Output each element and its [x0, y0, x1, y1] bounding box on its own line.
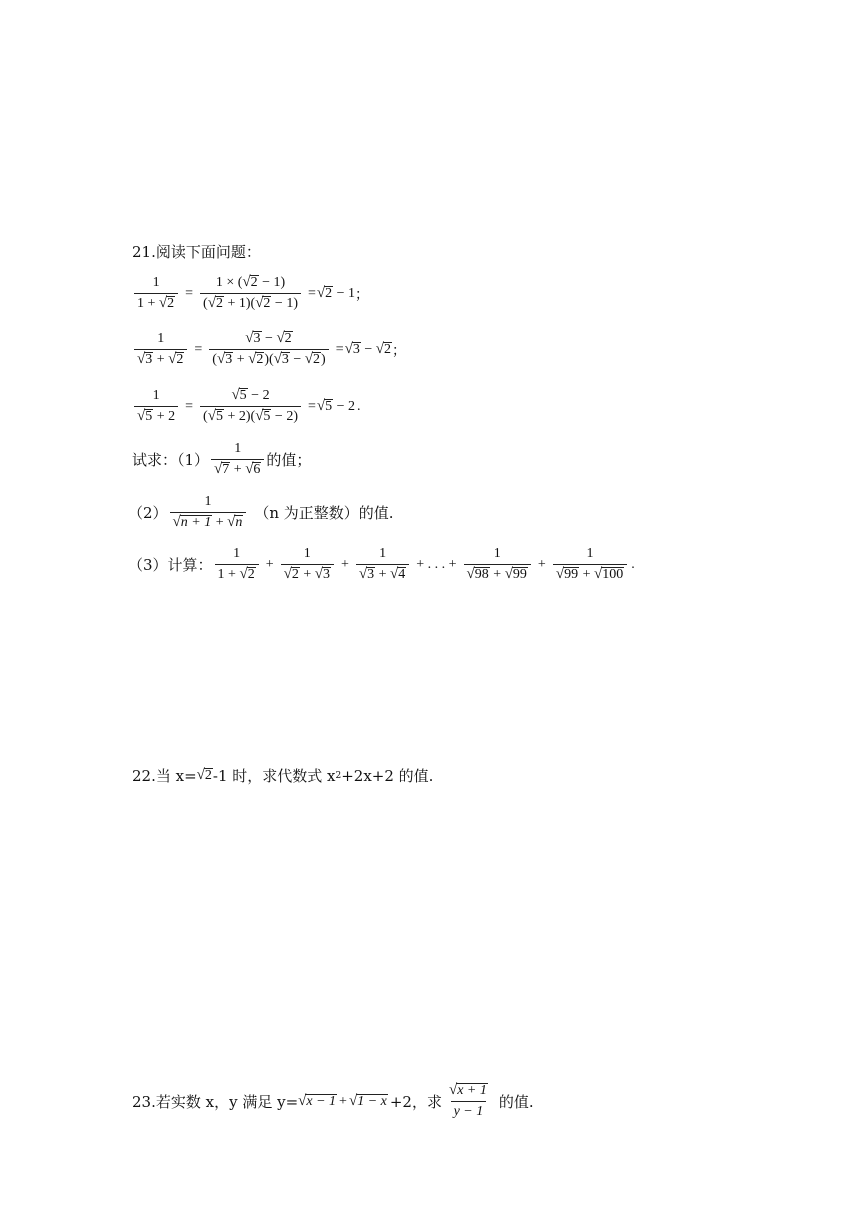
q22-sqrt: √ 2 [196, 766, 212, 783]
sum-ellipsis: + . . . + [416, 556, 457, 572]
ex1-lhs-num: 1 [152, 275, 160, 290]
part-1-prefix: 试求：（1） [132, 451, 210, 470]
part-2-prefix: （2） [128, 504, 168, 523]
sum-term-98: 1 √ 98 + √ 99 [464, 546, 531, 583]
ex3-lhs-fraction: 1 √ 5 + 2 [134, 388, 178, 425]
ex2-mid-fraction: √ 3 − √ 2 ( √ 3 + √ 2 )( √ 3 − √ 2 ) [209, 331, 328, 368]
part-3-prefix: （3）计算： [128, 556, 213, 575]
example-2: 1 √ 3 + √ 2 = √ 3 − √ 2 ( √ 3 + √ 2 )( √ 3 − √ 2 ) = √ 3 − √ 2 ； [132, 331, 406, 368]
q22-exponent: 2 [335, 770, 342, 781]
ex2-result: √ 3 − √ 2 [344, 340, 391, 357]
sum-term-99: 1 √ 99 + √ 100 [553, 546, 627, 583]
part-2-suffix: （n 为正整数）的值. [254, 504, 394, 523]
q23-sqrt-2: √ 1 − x [348, 1092, 387, 1109]
sum-term-1: 1 1 + √ 2 [215, 546, 259, 583]
ex2-lhs-fraction: 1 √ 3 + √ 2 [134, 331, 187, 368]
sum-term-2: 1 √ 2 + √ 3 [281, 546, 334, 583]
q21-heading: 21.阅读下面问题： [132, 243, 261, 261]
q23-text-1: 23.若实数 x，y 满足 y= [132, 1093, 299, 1112]
sum-term-3: 1 √ 3 + √ 4 [356, 546, 409, 583]
ex1-mid-den: ( √ 2 + 1)( √ 2 − 1) [200, 293, 301, 312]
part-2-fraction: 1 √ n + 1 + √ n [170, 494, 247, 531]
ex3-mid-fraction: √ 5 − 2 ( √ 5 + 2)( √ 5 − 2) [200, 388, 301, 425]
part-1-fraction: 1 √ 7 + √ 6 [211, 441, 264, 478]
example-3: 1 √ 5 + 2 = √ 5 − 2 ( √ 5 + 2)( √ 5 − 2) = √ 5 − 2 . [132, 388, 361, 425]
part-1-suffix: 的值； [266, 451, 312, 470]
ex3-result: √ 5 − 2 [316, 397, 356, 414]
ex1-lhs-den: 1 + √ 2 [134, 293, 178, 312]
q23-text-2: +2，求 [389, 1093, 442, 1112]
example-1: 1 1 + √ 2 = 1 × ( √ 2 − 1) ( √ 2 + 1)( √ 2 − 1) = √ 2 − 1 ； [132, 275, 369, 312]
q22-text-1: 22.当 x= [132, 767, 197, 785]
q22 [132, 765, 433, 786]
q23: 23.若实数 x，y 满足 y= √ x − 1 + √ 1 − x +2，求 √ x + 1 y − 1 的值. [132, 1082, 534, 1120]
ex1-lhs-fraction [134, 275, 178, 312]
q21-part-2 [128, 494, 394, 531]
ex1-mid-fraction [200, 275, 301, 312]
q23-fraction: √ x + 1 y − 1 [448, 1082, 487, 1120]
ex1-result: √ 2 − 1 [316, 284, 356, 301]
q23-text-3: 的值. [498, 1093, 534, 1112]
q22-text-2: -1 时，求代数式 x [212, 767, 336, 785]
part-3-sum: 1 1 + √ 2 + 1 √ 2 + √ 3 + 1 √ 3 + √ 4 + . . . + 1 √ 98 + √ 99 + 1 √ 99 + √ 100 . [213, 546, 635, 583]
q21-part-1 [132, 441, 311, 478]
ex1-mid-num: 1 × ( √ 2 − 1) [215, 274, 286, 290]
q21-part-3 [128, 546, 635, 583]
q23-sqrt-1: √ x − 1 [298, 1092, 337, 1109]
q22-text-3: +2x+2 的值. [341, 767, 434, 785]
